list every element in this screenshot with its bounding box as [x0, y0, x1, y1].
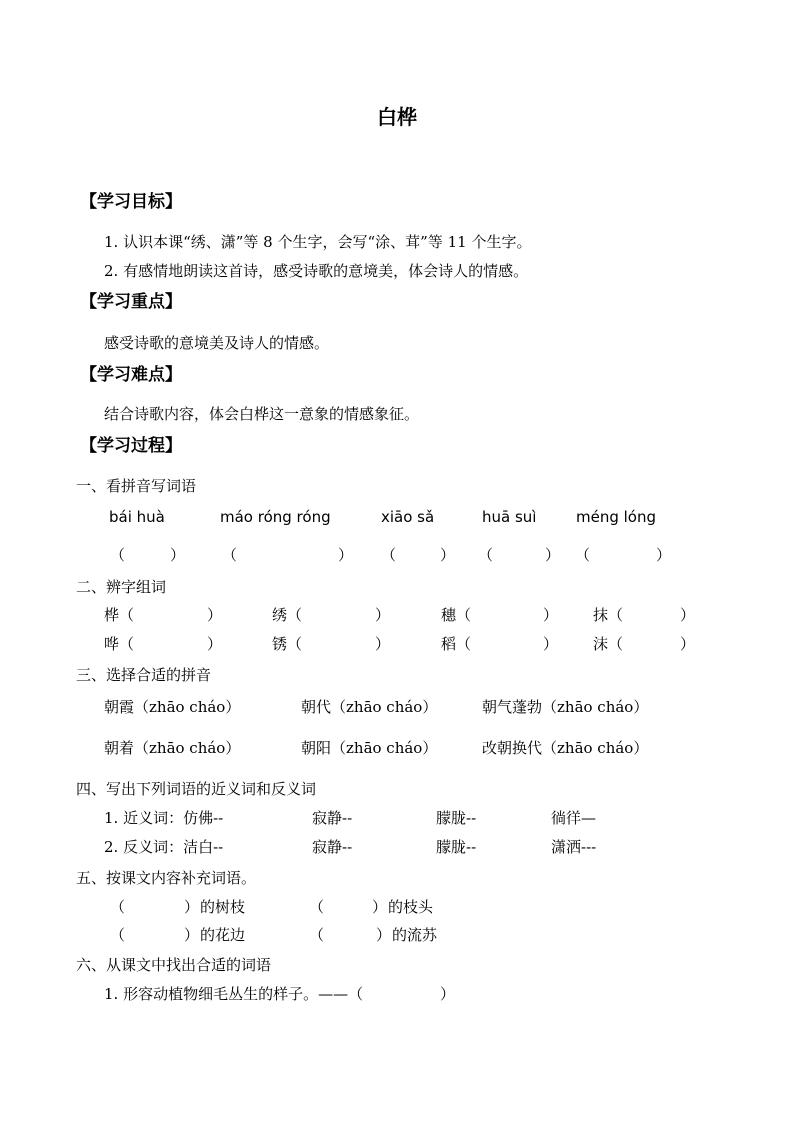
key-points-text: 感受诗歌的意境美及诗人的情感。 [104, 334, 330, 352]
answer-blank-end: ） [338, 546, 354, 564]
char-word-item[interactable]: 稻（ [441, 635, 472, 653]
fill-blank[interactable]: （ [110, 926, 126, 944]
section-6-title: 六、从课文中找出合适的词语 [76, 956, 272, 974]
fill-item: 的枝头 [388, 898, 434, 916]
question-1: 1. 形容动植物细毛丛生的样子。——（ [104, 985, 364, 1003]
char-word-close: ） [375, 606, 391, 624]
fill-blank[interactable]: （ [309, 926, 325, 944]
key-points-heading: 【学习重点】 [80, 292, 182, 312]
pinyin-choice[interactable]: 朝气蓬勃（zhāo cháo） [482, 698, 649, 716]
pinyin-2: máo róng róng [220, 508, 331, 526]
fill-item: 的流苏 [392, 926, 438, 944]
answer-blank[interactable]: （ [575, 546, 591, 564]
page-title: 白桦 [377, 105, 417, 129]
fill-item: 的花边 [200, 926, 246, 944]
question-1-blank-close[interactable]: ） [440, 985, 456, 1003]
char-word-close: ） [680, 635, 696, 653]
pinyin-3: xiāo sǎ [381, 508, 435, 526]
antonym-label: 2. 反义词：洁白-- [104, 838, 224, 856]
pinyin-choice[interactable]: 朝霞（zhāo cháo） [104, 698, 241, 716]
fill-item: 的树枝 [200, 898, 246, 916]
section-4-title: 四、写出下列词语的近义词和反义词 [76, 780, 317, 798]
pinyin-choice[interactable]: 朝阳（zhāo cháo） [301, 739, 438, 757]
char-word-item[interactable]: 桦（ [104, 606, 135, 624]
goal-item-2: 2. 有感情地朗读这首诗，感受诗歌的意境美，体会诗人的情感。 [104, 262, 529, 280]
antonym-item[interactable]: 朦胧-- [436, 838, 477, 856]
difficulties-heading: 【学习难点】 [80, 365, 182, 385]
fill-blank[interactable]: （ [309, 898, 325, 916]
answer-blank-end: ） [656, 546, 672, 564]
answer-blank-end: ） [440, 546, 456, 564]
char-word-item[interactable]: 绣（ [272, 606, 303, 624]
section-3-title: 三、选择合适的拼音 [76, 666, 212, 684]
answer-blank[interactable]: （ [222, 546, 238, 564]
answer-blank[interactable]: （ [478, 546, 494, 564]
answer-blank[interactable]: （ [381, 546, 397, 564]
difficulties-text: 结合诗歌内容，体会白桦这一意象的情感象征。 [104, 405, 420, 423]
synonym-item[interactable]: 寂静-- [312, 809, 353, 827]
synonym-item[interactable]: 朦胧-- [436, 809, 477, 827]
char-word-close: ） [207, 635, 223, 653]
char-word-item[interactable]: 沫（ [593, 635, 624, 653]
char-word-close: ） [207, 606, 223, 624]
char-word-close: ） [680, 606, 696, 624]
section-2-title: 二、辨字组词 [76, 578, 167, 596]
fill-blank-close: ） [184, 926, 200, 944]
fill-blank[interactable]: （ [110, 898, 126, 916]
section-1-title: 一、看拼音写词语 [76, 477, 197, 495]
pinyin-choice[interactable]: 改朝换代（zhāo cháo） [482, 739, 649, 757]
fill-blank-close: ） [372, 898, 388, 916]
char-word-close: ） [375, 635, 391, 653]
pinyin-1: bái huà [109, 508, 165, 526]
answer-blank-end: ） [545, 546, 561, 564]
char-word-close: ） [543, 606, 559, 624]
answer-blank[interactable]: （ [110, 546, 126, 564]
goals-heading: 【学习目标】 [80, 192, 182, 212]
char-word-item[interactable]: 抹（ [593, 606, 624, 624]
pinyin-choice[interactable]: 朝着（zhāo cháo） [104, 739, 241, 757]
antonym-item[interactable]: 潇洒--- [551, 838, 597, 856]
synonym-label: 1. 近义词：仿佛-- [104, 809, 224, 827]
fill-blank-close: ） [376, 926, 392, 944]
fill-blank-close: ） [184, 898, 200, 916]
goal-item-1: 1. 认识本课“绣、潇”等 8 个生字，会写“涂、茸”等 11 个生字。 [104, 233, 532, 251]
pinyin-5: méng lóng [576, 508, 657, 526]
char-word-item[interactable]: 哗（ [104, 635, 135, 653]
pinyin-choice[interactable]: 朝代（zhāo cháo） [301, 698, 438, 716]
char-word-item[interactable]: 穗（ [441, 606, 472, 624]
char-word-item[interactable]: 锈（ [272, 635, 303, 653]
process-heading: 【学习过程】 [80, 436, 182, 456]
pinyin-4: huā suì [482, 508, 537, 526]
char-word-close: ） [543, 635, 559, 653]
answer-blank-end: ） [170, 546, 186, 564]
synonym-item[interactable]: 徜徉— [551, 809, 597, 827]
antonym-item[interactable]: 寂静-- [312, 838, 353, 856]
section-5-title: 五、按课文内容补充词语。 [76, 869, 257, 887]
